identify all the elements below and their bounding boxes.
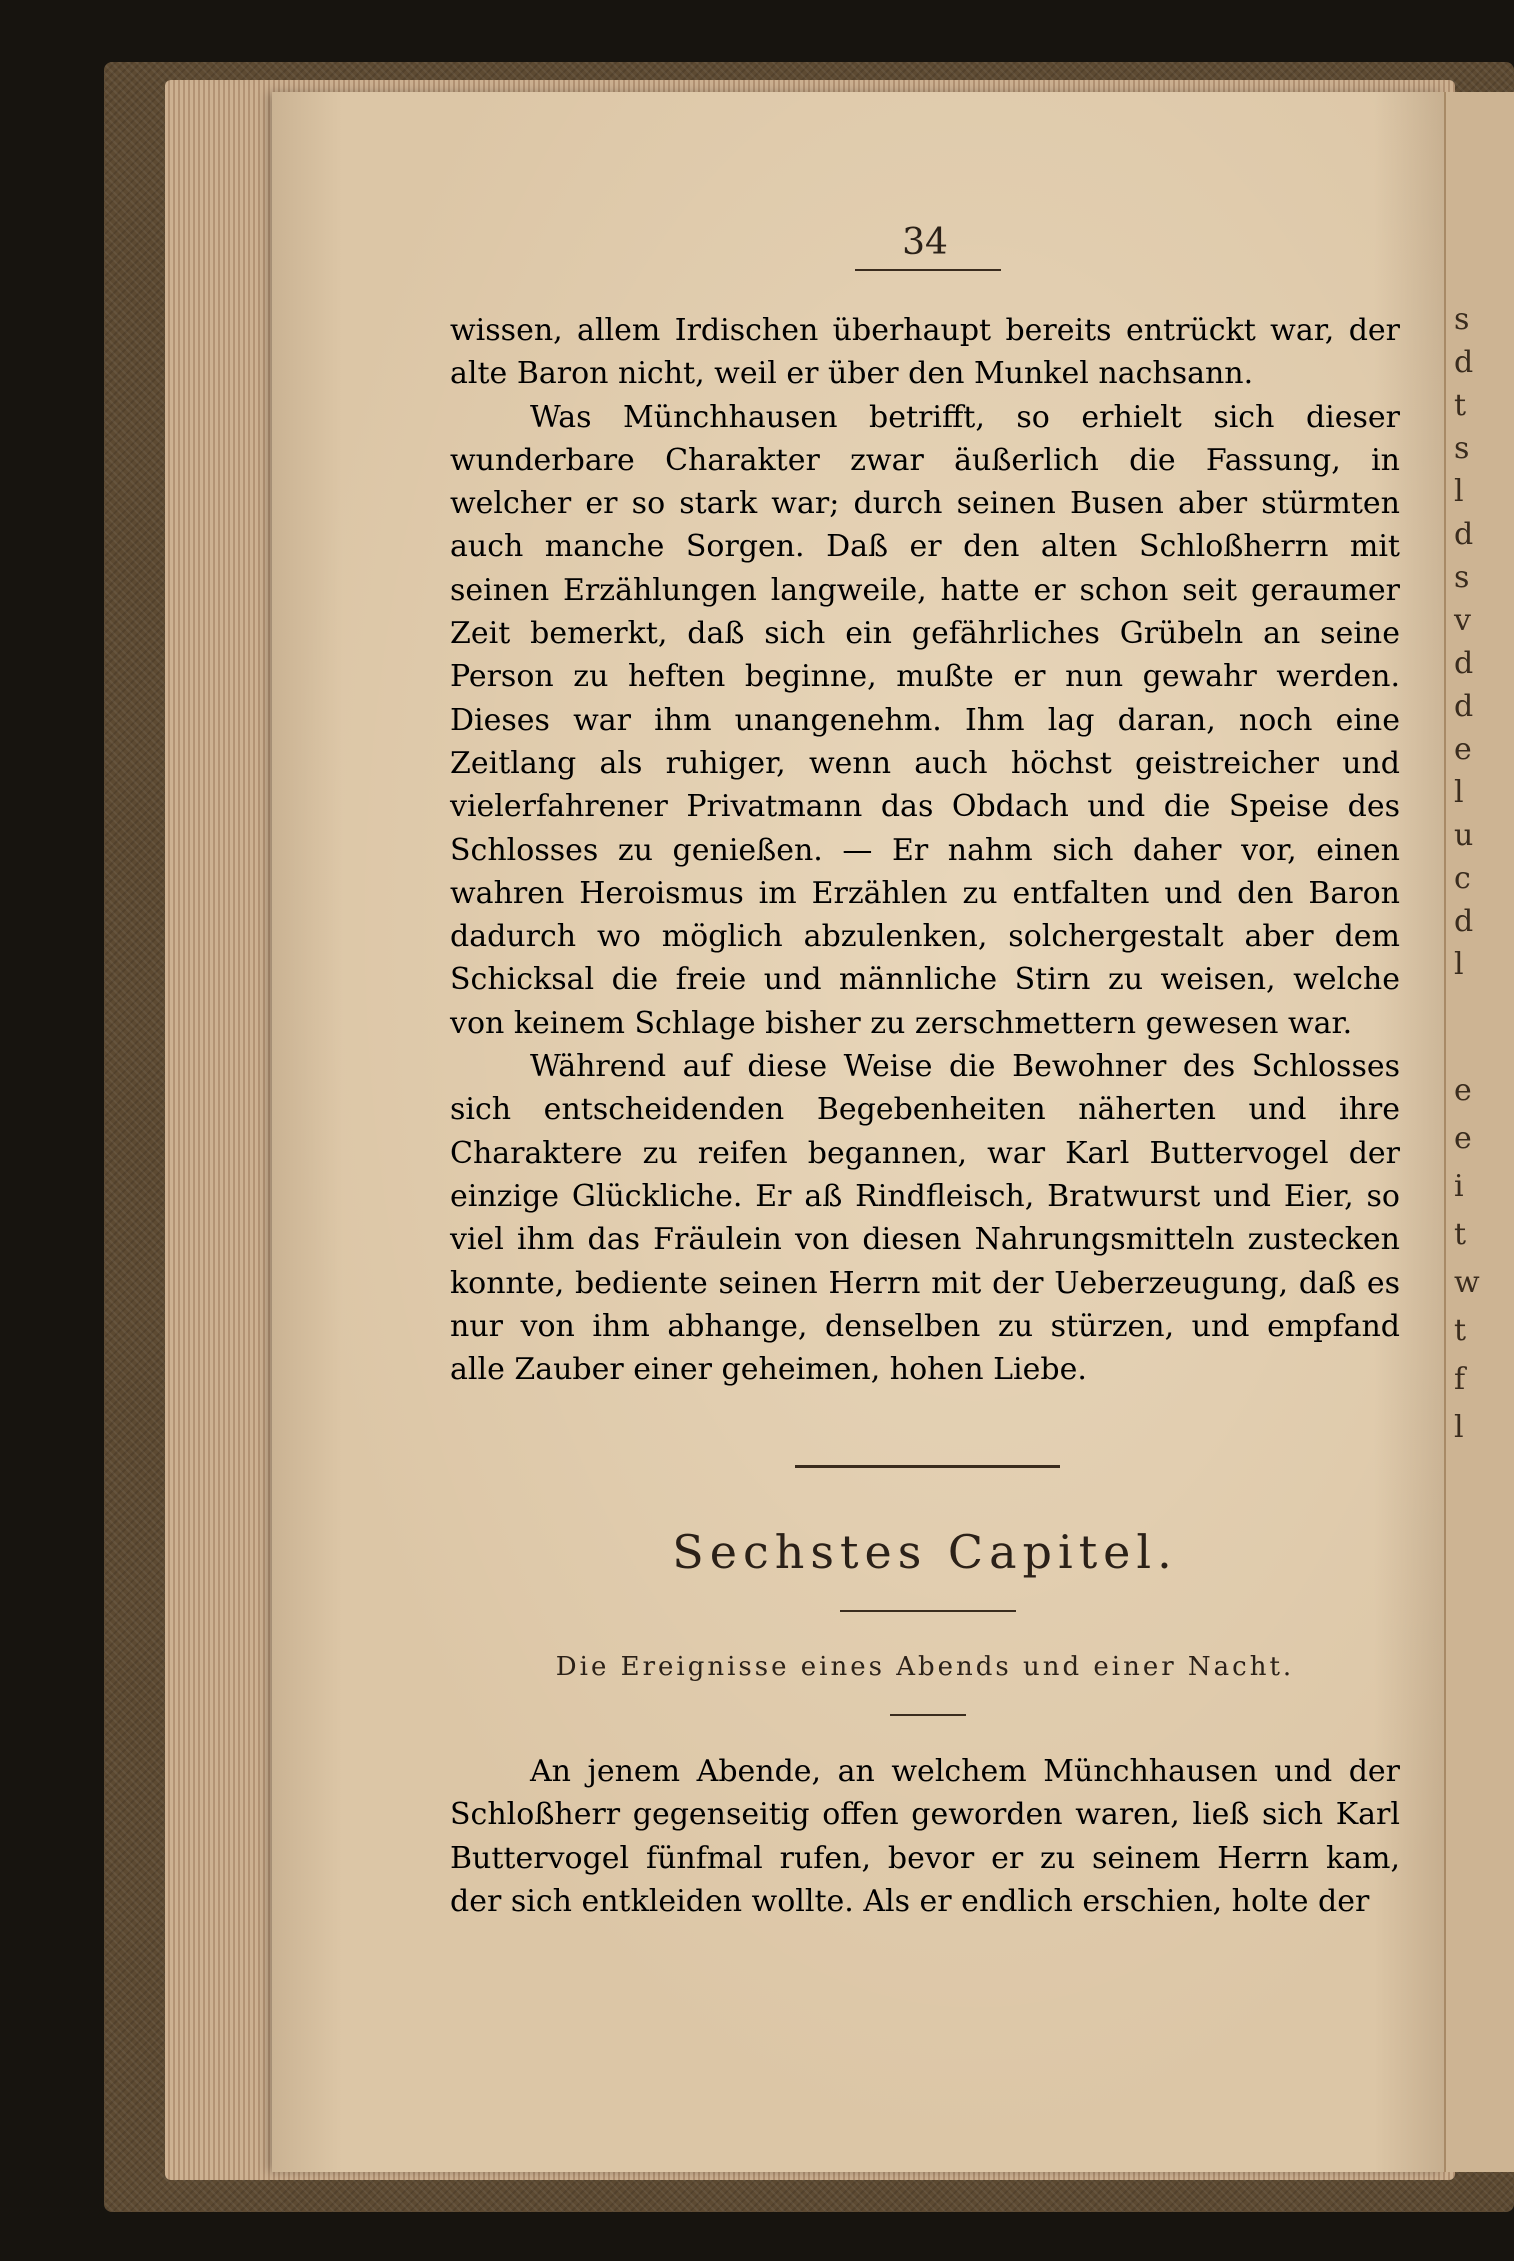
next-page-fragment: e [1454, 732, 1472, 767]
next-page-fragment: s [1454, 431, 1470, 466]
next-page-fragment: s [1454, 302, 1470, 337]
next-page-fragment: d [1454, 689, 1474, 724]
next-page-edge [1444, 92, 1514, 2172]
subtitle-divider [890, 1714, 966, 1716]
next-page-fragment: s [1454, 560, 1470, 595]
section-divider [795, 1465, 1060, 1468]
title-divider [840, 1610, 1016, 1612]
next-page-fragment: t [1454, 1217, 1467, 1253]
next-page-fragment: l [1454, 474, 1464, 509]
next-page-fragment: c [1454, 861, 1471, 896]
next-page-fragment: d [1454, 904, 1474, 939]
paragraph: wissen, allem Irdischen überhaupt bereits entrückt war, der alte Baron nicht, weil er über den Munkel nachsann. [450, 313, 1400, 392]
next-page-fragment: d [1454, 646, 1474, 681]
next-page-fragment: d [1454, 517, 1474, 552]
next-page-fragment: d [1454, 345, 1474, 380]
next-page-fragment: t [1454, 388, 1467, 423]
next-page-fragment: l [1454, 775, 1464, 810]
chapter-title: Sechstes Capitel. [672, 1525, 1178, 1579]
next-page-fragment: e [1454, 1120, 1472, 1156]
paragraph: Was Münchhausen betrifft, so erhielt sich dieser wunderbare Charakter zwar äußerlich die Fassung, in welcher er so stark war; durch seinen Busen aber stürmten auch manche Sorgen. Daß er den alten Schloßherrn mit seinen Erzählungen langweile, hatte er schon seit geraumer Zeit bemerkt, daß sich ein gefährliches Grübeln an seine Person zu heften beginne, mußte er nun gewahr werden. Dieses war ihm unangenehm. Ihm lag daran, noch eine Zeitlang als ruhiger, wenn auch höchst geistreicher und vielerfahrener Privatmann das Obdach und die Speise des Schlosses zu genießen. — Er nahm sich daher vor, einen wahren Heroismus im Erzählen zu entfalten und den Baron dadurch wo möglich abzulenken, solchergestalt aber dem Schicksal die freie und männliche Stirn zu weisen, welche von keinem Schlage bisher zu zerschmettern gewesen war. [450, 399, 1400, 1041]
paragraph: Während auf diese Weise die Bewohner des Schlosses sich entscheidenden Begebenheiten näherten und ihre Charaktere zu reifen begannen, war Karl Buttervogel der einzige Glückliche. Er aß Rindfleisch, Bratwurst und Eier, so viel ihm das Fräulein von diesen Nahrungsmitteln zustecken konnte, bediente seinen Herrn mit der Ueberzeugung, daß es nur von ihm abhange, denselben zu stürzen, und empfand alle Zauber einer geheimen, hohen Liebe. [450, 1049, 1400, 1388]
chapter-subtitle: Die Ereignisse eines Abends und einer Nacht. [555, 1652, 1295, 1682]
next-page-fragment: l [1454, 1409, 1464, 1445]
next-page-fragment: e [1454, 1072, 1472, 1108]
text-block-top [450, 309, 1400, 1391]
next-page-fragment: t [1454, 1313, 1467, 1349]
next-page-fragment: v [1454, 603, 1471, 638]
next-page-fragment: l [1454, 947, 1464, 982]
page-number: 34 [902, 222, 948, 263]
next-page-fragment: i [1454, 1168, 1464, 1204]
text-block-bottom [450, 1750, 1400, 1923]
paragraph: An jenem Abende, an welchem Münchhausen und der Schloßherr gegenseitig offen geworden waren, ließ sich Karl Buttervogel fünfmal rufen, bevor er zu seinem Herrn kam, der sich entkleiden wollte. Als er endlich erschien, holte der [450, 1754, 1400, 1919]
page-number-rule [855, 269, 1001, 271]
next-page-fragment: u [1454, 818, 1474, 853]
next-page-fragment: w [1454, 1265, 1480, 1301]
next-page-fragment: f [1454, 1361, 1466, 1397]
